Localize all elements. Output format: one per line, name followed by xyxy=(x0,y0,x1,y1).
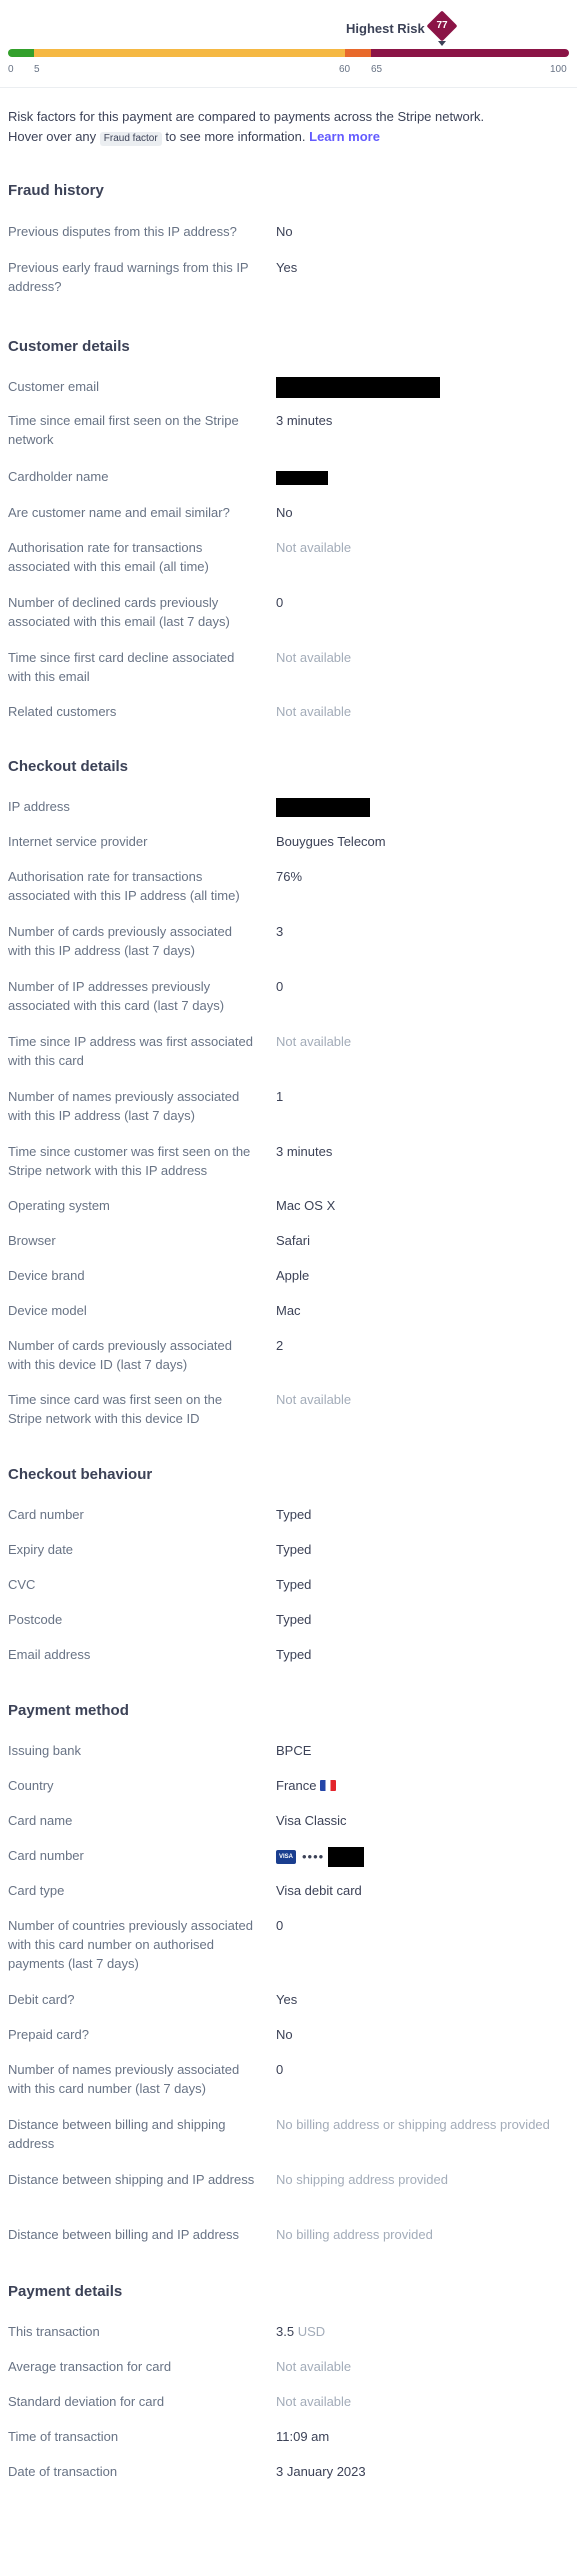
risk-segment-low xyxy=(8,49,34,57)
fact-value xyxy=(276,797,570,817)
fact-label: Country xyxy=(8,1778,54,1793)
fact-label: Authorisation rate for transactions associated with this email (all time) xyxy=(8,540,209,574)
section-title-checkout-details: Checkout details xyxy=(8,758,129,775)
fact-value: 76% xyxy=(276,869,303,884)
fact-label: Time of transaction xyxy=(8,2429,119,2444)
fact-label: Average transaction for card xyxy=(8,2359,172,2374)
fact-label: Standard deviation for card xyxy=(8,2394,165,2409)
currency-unit: USD xyxy=(297,2324,326,2339)
fact-label: Related customers xyxy=(8,704,117,719)
fact-value: Typed xyxy=(276,1507,312,1522)
fact-label: Number of cards previously associated with this IP address (last 7 days) xyxy=(8,924,232,958)
fact-value: Typed xyxy=(276,1612,312,1627)
fact-label: Email address xyxy=(8,1647,91,1662)
fact-value: 3 minutes xyxy=(276,1144,333,1159)
fact-value: Typed xyxy=(276,1542,312,1557)
country-name: France xyxy=(276,1778,317,1793)
fact-value: No billing address provided xyxy=(276,2227,433,2242)
fact-label: Card type xyxy=(8,1883,65,1898)
fact-value: Bouygues Telecom xyxy=(276,834,386,849)
risk-score-bar xyxy=(0,0,577,88)
fraud-factor-pill[interactable]: Fraud factor xyxy=(100,132,162,146)
risk-level-label: Highest Risk xyxy=(346,21,425,36)
section-title-fraud-history: Fraud history xyxy=(8,182,104,199)
intro-text: Risk factors for this payment are compared to payments across the Stripe network. xyxy=(8,109,485,124)
fact-value: No billing address or shipping address provided xyxy=(276,2117,550,2132)
france-flag-icon xyxy=(320,1780,336,1791)
fact-value: Mac xyxy=(276,1303,301,1318)
fact-label: Time since customer was first seen on the Stripe network with this IP address xyxy=(8,1144,251,1178)
fact-label: Distance between billing and IP address xyxy=(8,2227,240,2242)
fact-value: No xyxy=(276,2027,293,2042)
fact-label: Internet service provider xyxy=(8,834,148,849)
transaction-amount: 3.5 xyxy=(276,2324,295,2339)
risk-intro-text xyxy=(8,107,564,147)
fact-value: Not available xyxy=(276,1034,352,1049)
fact-value: Yes xyxy=(276,260,298,275)
fact-value: Not available xyxy=(276,1392,352,1407)
fact-value: 2 xyxy=(276,1338,284,1353)
fact-value: Not available xyxy=(276,704,352,719)
fact-value: Safari xyxy=(276,1233,310,1248)
fact-value: Typed xyxy=(276,1647,312,1662)
risk-segment-elevated xyxy=(345,49,371,57)
fact-value xyxy=(276,467,570,486)
fact-label: Cardholder name xyxy=(8,469,109,484)
fact-value: Typed xyxy=(276,1577,312,1592)
fact-value: No shipping address provided xyxy=(276,2172,448,2187)
fact-value: Not available xyxy=(276,540,352,555)
fact-value: 1 xyxy=(276,1089,284,1104)
fact-value: Not available xyxy=(276,650,352,665)
fact-label: Customer email xyxy=(8,379,100,394)
risk-tick: 100 xyxy=(550,64,567,75)
card-number-mask: •••• xyxy=(302,1849,325,1865)
fact-label: Distance between shipping and IP address xyxy=(8,2172,255,2187)
fact-label: Number of names previously associated with this IP address (last 7 days) xyxy=(8,1089,240,1123)
fact-label: Are customer name and email similar? xyxy=(8,505,230,520)
fact-value: Not available xyxy=(276,2394,352,2409)
section-title-payment-method: Payment method xyxy=(8,1702,129,1719)
fact-label: Device model xyxy=(8,1303,87,1318)
intro-text: to see more information. xyxy=(165,129,306,144)
fact-label: Number of IP addresses previously associated with this card (last 7 days) xyxy=(8,979,225,1013)
fact-value: Not available xyxy=(276,2359,352,2374)
fact-value xyxy=(276,377,570,398)
redacted-card-last4 xyxy=(328,1847,364,1867)
fact-label: Debit card? xyxy=(8,1992,75,2007)
fact-label: Number of names previously associated with this card number (last 7 days) xyxy=(8,2062,240,2096)
fact-value: 11:09 am xyxy=(276,2429,330,2444)
intro-text: Hover over any xyxy=(8,129,97,144)
fact-label: Postcode xyxy=(8,1612,63,1627)
fact-value: Visa debit card xyxy=(276,1883,362,1898)
fact-value: No xyxy=(276,224,293,239)
risk-tick: 5 xyxy=(34,64,40,75)
fact-label: Number of cards previously associated with this device ID (last 7 days) xyxy=(8,1338,232,1372)
fact-value: No xyxy=(276,505,293,520)
fact-label: Previous disputes from this IP address? xyxy=(8,224,237,239)
risk-segment-highest xyxy=(371,49,569,57)
fact-label: Card name xyxy=(8,1813,73,1828)
fact-value: 0 xyxy=(276,1918,284,1933)
fact-value: 3 January 2023 xyxy=(276,2464,366,2479)
section-title-customer-details: Customer details xyxy=(8,338,130,355)
fact-label: Device brand xyxy=(8,1268,85,1283)
fact-label: Previous early fraud warnings from this IP address? xyxy=(8,260,249,294)
fact-value: 3 xyxy=(276,924,284,939)
fact-value xyxy=(276,1776,570,1795)
risk-segment-normal xyxy=(34,49,345,57)
fact-label: Card number xyxy=(8,1507,84,1522)
fact-value: 0 xyxy=(276,979,284,994)
fact-label: Number of declined cards previously associated with this email (last 7 days) xyxy=(8,595,230,629)
fact-label: Time since IP address was first associated with this card xyxy=(8,1034,253,1068)
risk-pointer-icon xyxy=(438,41,446,46)
fact-label: Issuing bank xyxy=(8,1743,81,1758)
fact-value: Apple xyxy=(276,1268,310,1283)
risk-tick: 65 xyxy=(371,64,383,75)
fact-label: Card number xyxy=(8,1848,84,1863)
fact-label: Browser xyxy=(8,1233,56,1248)
fact-label: Time since card was first seen on the Stripe network with this device ID xyxy=(8,1392,223,1426)
redacted-cardholder-name xyxy=(276,471,328,485)
risk-tick: 0 xyxy=(8,64,14,75)
fact-label: Operating system xyxy=(8,1198,110,1213)
fact-value: 0 xyxy=(276,2062,284,2077)
fact-label: This transaction xyxy=(8,2324,100,2339)
fact-label: Time since email first seen on the Stripe network xyxy=(8,413,239,447)
fact-value: BPCE xyxy=(276,1743,312,1758)
fact-value: 0 xyxy=(276,595,284,610)
fact-value xyxy=(276,2322,570,2341)
risk-tick: 60 xyxy=(339,64,351,75)
fact-value: 3 minutes xyxy=(276,413,333,428)
fact-label: Distance between billing and shipping address xyxy=(8,2117,226,2151)
section-title-payment-details: Payment details xyxy=(8,2283,123,2300)
redacted-ip-address xyxy=(276,798,370,817)
redacted-customer-email xyxy=(276,377,440,398)
fact-label: Time since first card decline associated with this email xyxy=(8,650,235,684)
visa-card-icon: VISA xyxy=(276,1850,296,1864)
fact-label: Date of transaction xyxy=(8,2464,118,2479)
fact-label: Number of countries previously associated with this card number on authorised payments (last 7 days) xyxy=(8,1918,253,1971)
section-title-checkout-behaviour: Checkout behaviour xyxy=(8,1466,153,1483)
fact-label: IP address xyxy=(8,799,70,814)
fact-value: Mac OS X xyxy=(276,1198,336,1213)
fact-label: Expiry date xyxy=(8,1542,74,1557)
fact-label: Prepaid card? xyxy=(8,2027,89,2042)
learn-more-link[interactable]: Learn more xyxy=(309,129,380,144)
fact-label: Authorisation rate for transactions associated with this IP address (all time) xyxy=(8,869,240,903)
fact-label: CVC xyxy=(8,1577,36,1592)
risk-score-value: 77 xyxy=(436,20,448,31)
fact-value: Visa Classic xyxy=(276,1813,347,1828)
fact-value: Yes xyxy=(276,1992,298,2007)
fact-value xyxy=(276,1846,570,1867)
